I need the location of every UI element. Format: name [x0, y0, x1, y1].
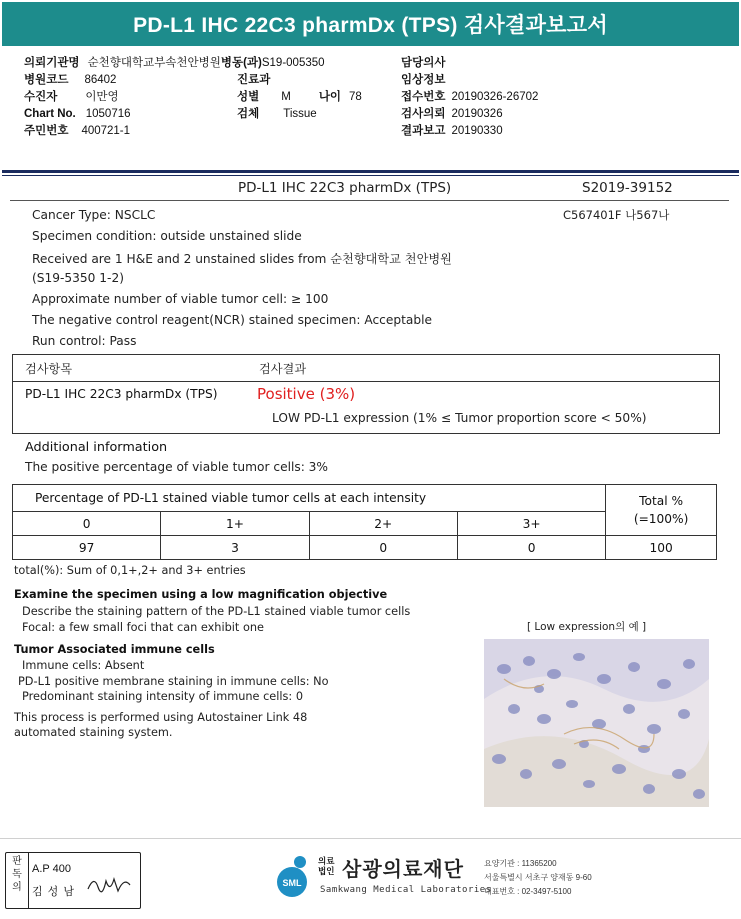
brand-prefix [318, 856, 334, 876]
intensity-header-row [13, 485, 717, 512]
test-name: PD-L1 IHC 22C3 pharmDx (TPS) [238, 180, 452, 196]
low-mag-title: Examine the specimen using a low magnification objective [14, 588, 388, 601]
finding-cancer-type: Cancer Type: NSCLC [32, 208, 156, 222]
contact-address: 서울특별시 서초구 양재동 9-60 [484, 873, 592, 882]
immune-line-1: Immune cells: Absent [22, 659, 145, 672]
brand-prefix-1: 의료 [318, 856, 335, 866]
contact-code: 요양기관 : 11365200 [484, 859, 557, 868]
intensity-table [12, 484, 717, 560]
footer-divider [0, 838, 741, 839]
intensity-value-3: 0 [457, 536, 605, 560]
intensity-label-2: 2+ [309, 512, 457, 536]
finding-viable-cells: Approximate number of viable tumor cell: ≥ 100 [32, 292, 329, 306]
header-row-hospital-code: 병원코드 86402 [24, 74, 117, 86]
result-col-item: 검사항목 [25, 362, 73, 376]
intensity-total: 100 [606, 536, 717, 560]
intensity-header: Percentage of PD-L1 stained viable tumor cells at each intensity [13, 485, 606, 512]
contact-phone: 대표번호 : 02-3497-5100 [484, 887, 572, 896]
result-table-header [13, 355, 719, 382]
pathologist-stamp [5, 852, 141, 909]
intensity-label-3: 3+ [457, 512, 605, 536]
tissue-micrograph [484, 639, 709, 807]
sml-logo-icon [272, 854, 312, 898]
brand-name: 삼광의료재단 [342, 859, 464, 881]
image-caption: [ Low expression의 예 ] [527, 621, 647, 633]
intensity-values-row [13, 536, 717, 560]
result-value: Positive (3%) [257, 385, 356, 403]
finding-slide-id: (S19-5350 1-2) [32, 271, 124, 285]
immune-line-2: PD-L1 positive membrane staining in immune cells: No [18, 675, 329, 688]
finding-run-control: Run control: Pass [32, 334, 137, 348]
intensity-value-1: 3 [161, 536, 309, 560]
header-row-department: 진료과 [237, 74, 271, 86]
process-note-2: automated staining system. [14, 726, 173, 739]
header-row-specimen: 검체 Tissue [237, 108, 317, 120]
total-header-line2: (=100%) [633, 512, 689, 526]
stamp-side-label [6, 853, 29, 908]
intensity-value-0: 97 [13, 536, 161, 560]
header-row-report-date: 결과보고 20190330 [401, 125, 503, 137]
low-mag-line-1: Describe the staining pattern of the PD-L1 stained viable tumor cells [22, 605, 411, 618]
header-row-clinical-info: 임상정보 [401, 74, 446, 86]
header-divider [2, 170, 739, 173]
low-mag-line-2: Focal: a few small foci that can exhibit one [22, 621, 264, 634]
brand-english: Samkwang Medical Laboratories [320, 885, 492, 895]
total-header-line1: Total % [639, 494, 684, 508]
stamp-side-text: 판독의 [12, 856, 22, 893]
result-item: PD-L1 IHC 22C3 pharmDx (TPS) [25, 387, 218, 401]
header-divider-thin [2, 175, 739, 176]
header-row-institution: 의뢰기관명 순천향대학교부속천안병원병동(과)S19-005350 [24, 57, 325, 69]
intensity-label-1: 1+ [161, 512, 309, 536]
result-col-result: 검사결과 [259, 362, 307, 376]
header-row-request-date: 검사의뢰 20190326 [401, 108, 503, 120]
result-table [12, 354, 720, 434]
case-number: S2019-39152 [582, 180, 673, 196]
signature-mark [86, 871, 136, 897]
total-note: total(%): Sum of 0,1+,2+ and 3+ entries [14, 564, 246, 577]
header-row-doctor: 담당의사 [401, 57, 446, 69]
specimen-code: C567401F 나567나 [563, 208, 670, 222]
header-col2 [237, 72, 362, 123]
header-row-chart: Chart No. 1050716 [24, 108, 131, 120]
additional-title: Additional information [25, 440, 168, 455]
additional-text: The positive percentage of viable tumor cells: 3% [25, 460, 329, 474]
stamp-line-2: 김 성 남 [32, 886, 75, 898]
header-row-accession: 접수번호 20190326-26702 [401, 91, 539, 103]
immune-line-3: Predominant staining intensity of immune cells: 0 [22, 690, 304, 703]
test-divider [10, 200, 729, 201]
tissue-image [484, 639, 709, 807]
process-note-1: This process is performed using Autostainer Link 48 [14, 711, 308, 724]
finding-ncr: The negative control reagent(NCR) stained specimen: Acceptable [32, 313, 432, 327]
header-row-resident-no: 주민번호 400721-1 [24, 125, 131, 137]
brand-prefix-2: 법인 [318, 866, 335, 876]
header-row-patient: 수진자 이만영 [24, 91, 119, 103]
logo-text: SML [282, 878, 302, 888]
finding-received: Received are 1 H&E and 2 unstained slides from 순천향대학교 천안병원 [32, 252, 452, 266]
total-header [606, 485, 717, 536]
header-row-sex-age: 성별 M 나이 78 [237, 91, 362, 103]
stamp-line-1: A.P 400 [32, 863, 71, 875]
report-title: PD-L1 IHC 22C3 pharmDx (TPS) 검사결과보고서 [2, 2, 739, 46]
result-interpretation: LOW PD-L1 expression (1% ≤ Tumor proportion score < 50%) [272, 411, 647, 425]
intensity-label-0: 0 [13, 512, 161, 536]
header-col3 [401, 55, 538, 140]
finding-specimen-condition: Specimen condition: outside unstained slide [32, 229, 302, 243]
intensity-value-2: 0 [309, 536, 457, 560]
immune-title: Tumor Associated immune cells [14, 643, 215, 656]
